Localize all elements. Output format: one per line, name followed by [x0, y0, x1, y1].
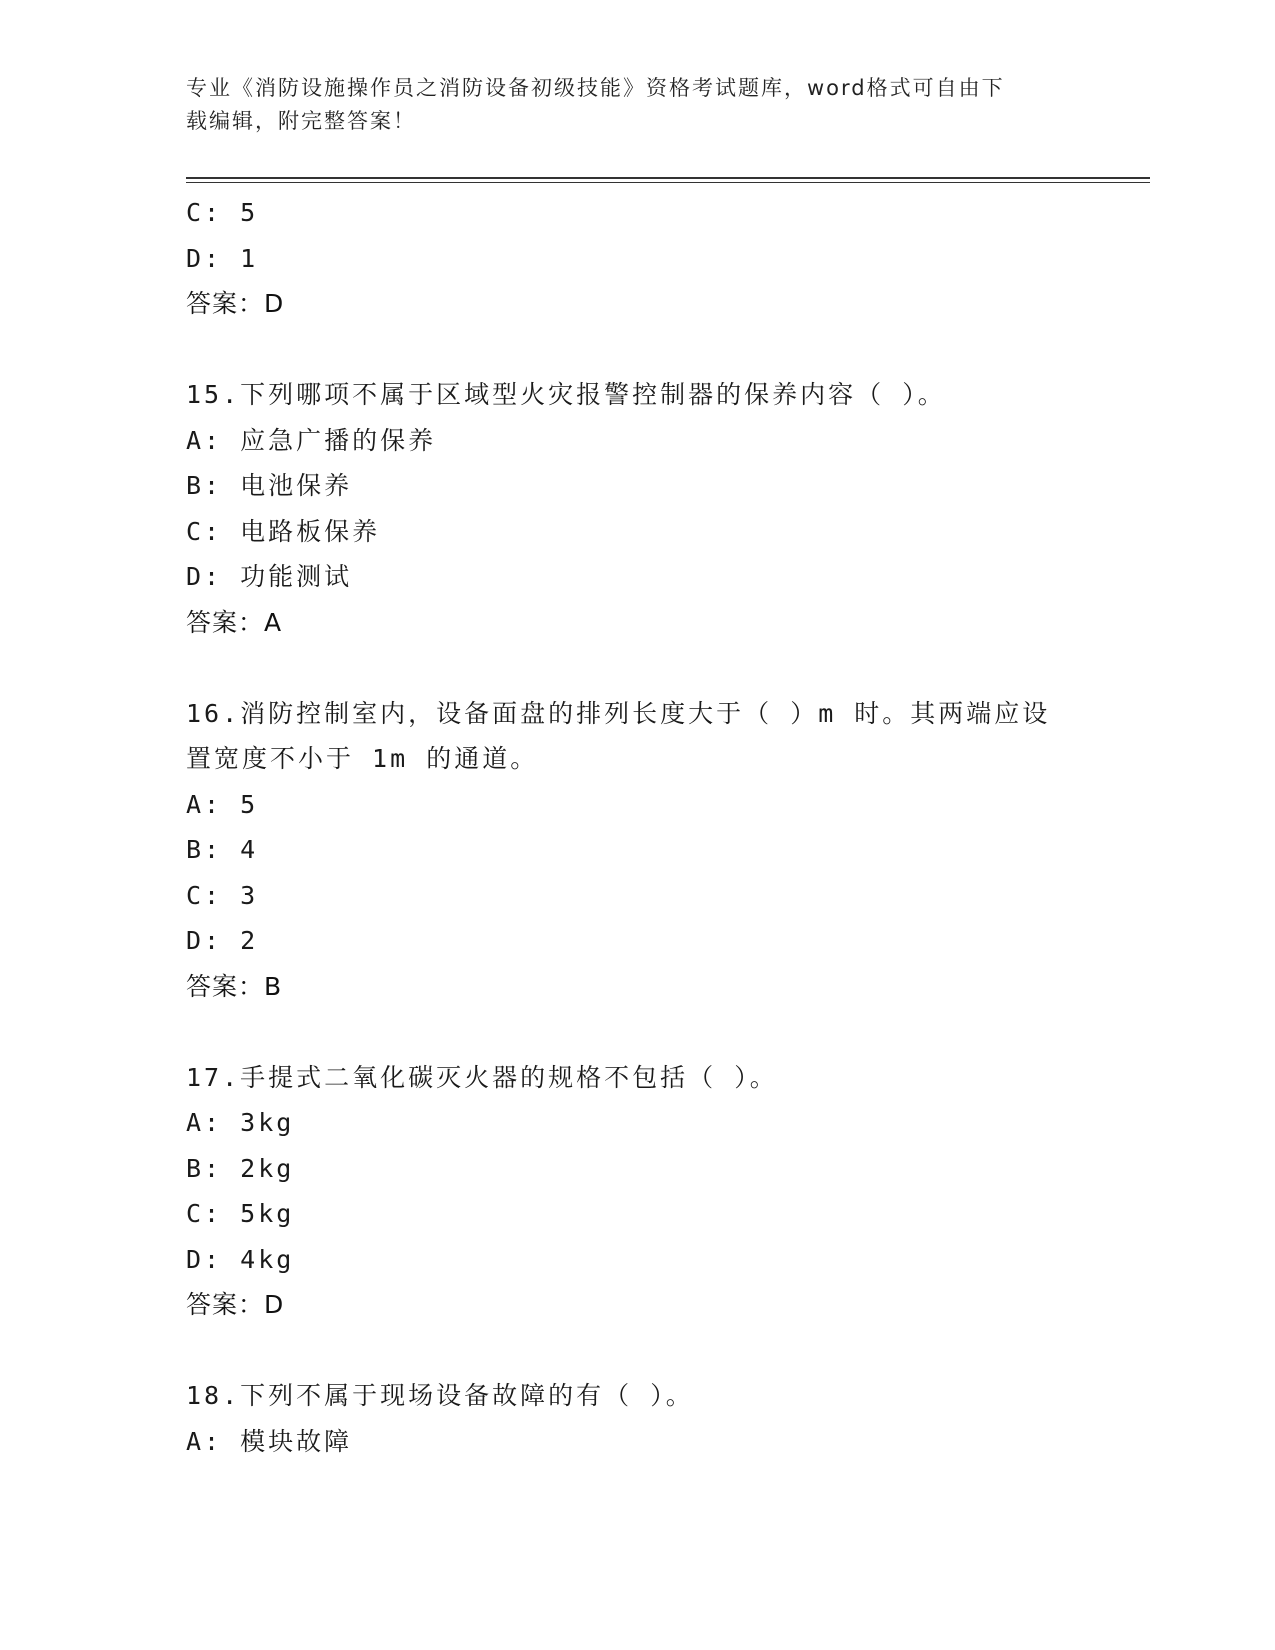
question-15: [186, 372, 1146, 645]
answer-line: 答案：A: [186, 607, 283, 637]
question-17: [186, 1055, 1146, 1328]
question-stem: 16.消防控制室内，设备面盘的排列长度大于（ ）m 时。其两端应设: [186, 698, 1051, 728]
spacer: [186, 327, 1146, 373]
header-rule-thick: [186, 177, 1150, 179]
question-16: [186, 691, 1146, 1010]
option-c: C: 5: [186, 198, 259, 227]
option-a: A: 应急广播的保养: [186, 425, 437, 455]
spacer: [186, 1009, 1146, 1055]
spacer: [186, 1328, 1146, 1374]
header-line-2: 载编辑，附完整答案！: [186, 109, 416, 133]
option-d: D: 1: [186, 243, 259, 273]
question-18: [186, 1373, 1146, 1464]
header-line-1: 专业《消防设施操作员之消防设备初级技能》资格考试题库，word格式可自由下: [186, 76, 1005, 100]
answer-line: 答案：B: [186, 971, 283, 1001]
prev-question-tail: [186, 190, 1146, 327]
option-b: B: 4: [186, 835, 259, 864]
option-d: D: 功能测试: [186, 562, 353, 591]
option-c: C: 5kg: [186, 1199, 295, 1228]
option-d: D: 4kg: [186, 1244, 295, 1274]
spacer: [186, 645, 1146, 691]
option-b: B: 2kg: [186, 1153, 295, 1183]
question-stem: 18.下列不属于现场设备故障的有（ ）。: [186, 1381, 694, 1410]
question-stem-continued: 置宽度不小于 1m 的通道。: [186, 744, 539, 773]
answer-line: 答案：D: [186, 1290, 285, 1319]
option-c: C: 电路板保养: [186, 516, 381, 546]
option-d: D: 2: [186, 926, 259, 955]
question-stem: 15.下列哪项不属于区域型火灾报警控制器的保养内容（ ）。: [186, 380, 946, 409]
option-a: A: 5: [186, 789, 259, 819]
question-stem: 17.手提式二氧化碳灭火器的规格不包括（ ）。: [186, 1062, 778, 1092]
option-a: A: 3kg: [186, 1108, 295, 1137]
option-a: A: 模块故障: [186, 1426, 353, 1456]
document-header: [186, 72, 1066, 138]
option-b: B: 电池保养: [186, 471, 353, 500]
answer-line: 答案：D: [186, 289, 285, 318]
option-c: C: 3: [186, 880, 259, 910]
header-rule-thin: [186, 182, 1150, 183]
question-list: [186, 190, 1146, 1464]
